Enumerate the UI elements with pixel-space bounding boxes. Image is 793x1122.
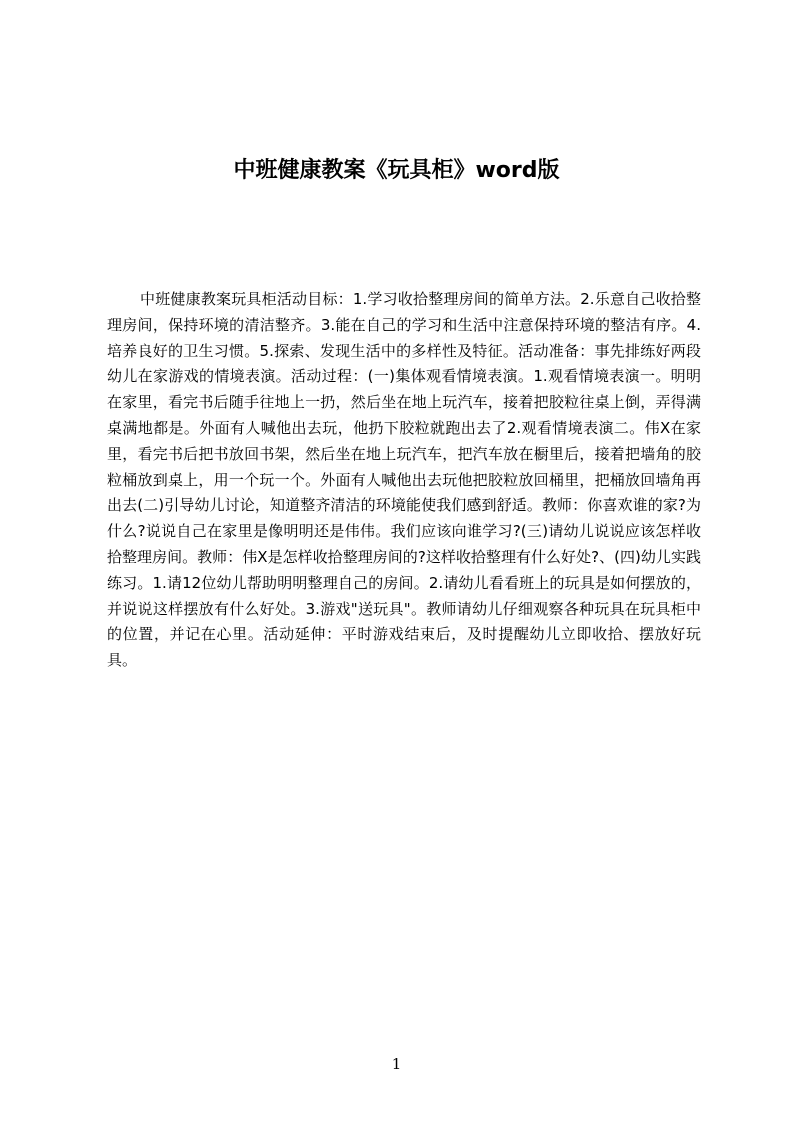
body-paragraph: 中班健康教案玩具柜活动目标：1.学习收拾整理房间的简单方法。2.乐意自己收拾整理房间，保持环境的清洁整齐。3.能在自己的学习和生活中注意保持环境的整洁有序。4.培养良好的卫生习惯。5.探索、发现生活中的多样性及特征。活动准备：事先排练好两段幼儿在家游戏的情境表演。活动过程：(一)集体观看情境表演。1.观看情境表演一。明明在家里，看完书后随手往地上一扔，然后坐在地上玩汽车，接着把胶粒往桌上倒，弄得满桌满地都是。外面有人喊他出去玩，他扔下胶粒就跑出去了2.观看情境表演二。伟X在家里，看完书后把书放回书架，然后坐在地上玩汽车，把汽车放在橱里后，接着把墙角的胶粒桶放到桌上，用一个玩一个。外面有人喊他出去玩他把胶粒放回桶里，把桶放回墙角再出去(二)引导幼儿讨论，知道整齐清洁的环境能使我们感到舒适。教师：你喜欢谁的家?为什么?说说自己在家里是像明明还是伟伟。我们应该向谁学习?(三)请幼儿说说应该怎样收拾整理房间。教师：伟X是怎样收拾整理房间的?这样收拾整理有什么好处?、(四)幼儿实践练习。1.请12位幼儿帮助明明整理自己的房间。2.请幼儿看看班上的玩具是如何摆放的，并说说这样摆放有什么好处。3.游戏"送玩具"。教师请幼儿仔细观察各种玩具在玩具柜中的位置，并记在心里。活动延伸：平时游戏结束后，及时提醒幼儿立即收拾、摆放好玩具。 [107, 290, 701, 670]
page-title: 中班健康教案《玩具柜》word版 [233, 157, 560, 183]
page-number: 1 [391, 1055, 402, 1073]
